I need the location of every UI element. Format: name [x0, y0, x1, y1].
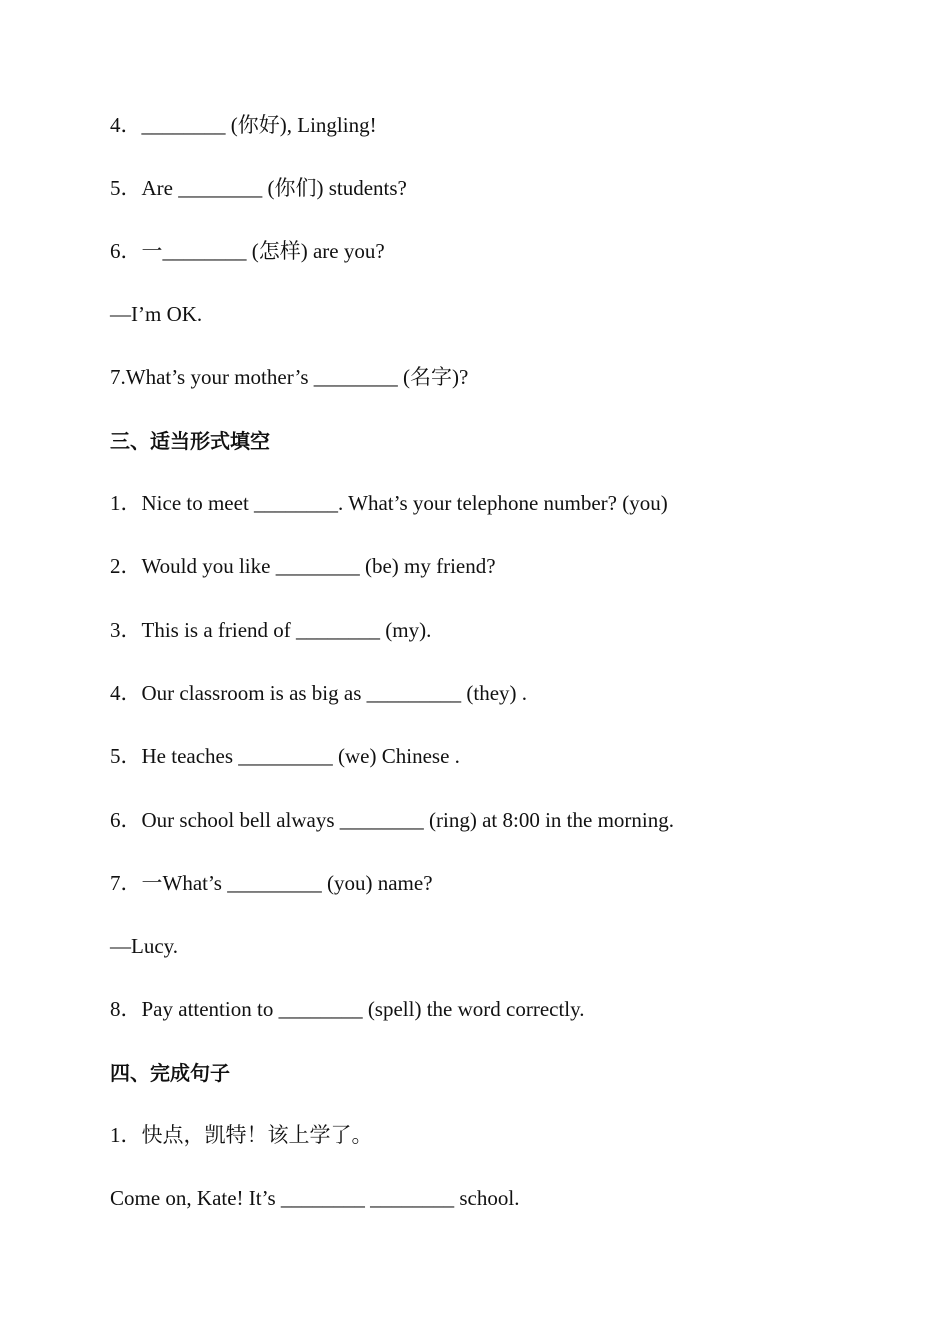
question-s3-7-answer: —Lucy. [110, 934, 179, 958]
question-s2-7: 7.What’s your mother’s ________ (名字)? [110, 365, 469, 389]
question-s4-1-prompt: 1．快点，凯特！该上学了。 [110, 1123, 373, 1147]
question-s3-6: 6．Our school bell always ________ (ring) at 8:00 in the morning. [110, 808, 674, 832]
question-s3-2: 2．Would you like ________ (be) my friend? [110, 554, 496, 578]
question-s3-4: 4．Our classroom is as big as _________ (they) . [110, 681, 528, 705]
question-s4-1-sentence: Come on, Kate! It’s ________ ________ school. [110, 1186, 520, 1210]
question-s3-7: 7．一What’s _________ (you) name? [110, 871, 433, 895]
question-s3-5: 5．He teaches _________ (we) Chinese . [110, 744, 460, 768]
section-heading-4: 四、完成句子 [110, 1061, 230, 1085]
section-heading-3: 三、适当形式填空 [110, 429, 270, 453]
question-s2-5: 5．Are ________ (你们) students? [110, 176, 407, 200]
question-s3-8: 8．Pay attention to ________ (spell) the word correctly. [110, 997, 585, 1021]
question-s2-6-answer: —I’m OK. [110, 302, 203, 326]
question-s3-3: 3．This is a friend of ________ (my). [110, 618, 432, 642]
question-s2-6: 6．一________ (怎样) are you? [110, 239, 385, 263]
question-s3-1: 1．Nice to meet ________. What’s your telephone number? (you) [110, 491, 668, 515]
question-s2-4: 4．________ (你好), Lingling! [110, 113, 377, 137]
